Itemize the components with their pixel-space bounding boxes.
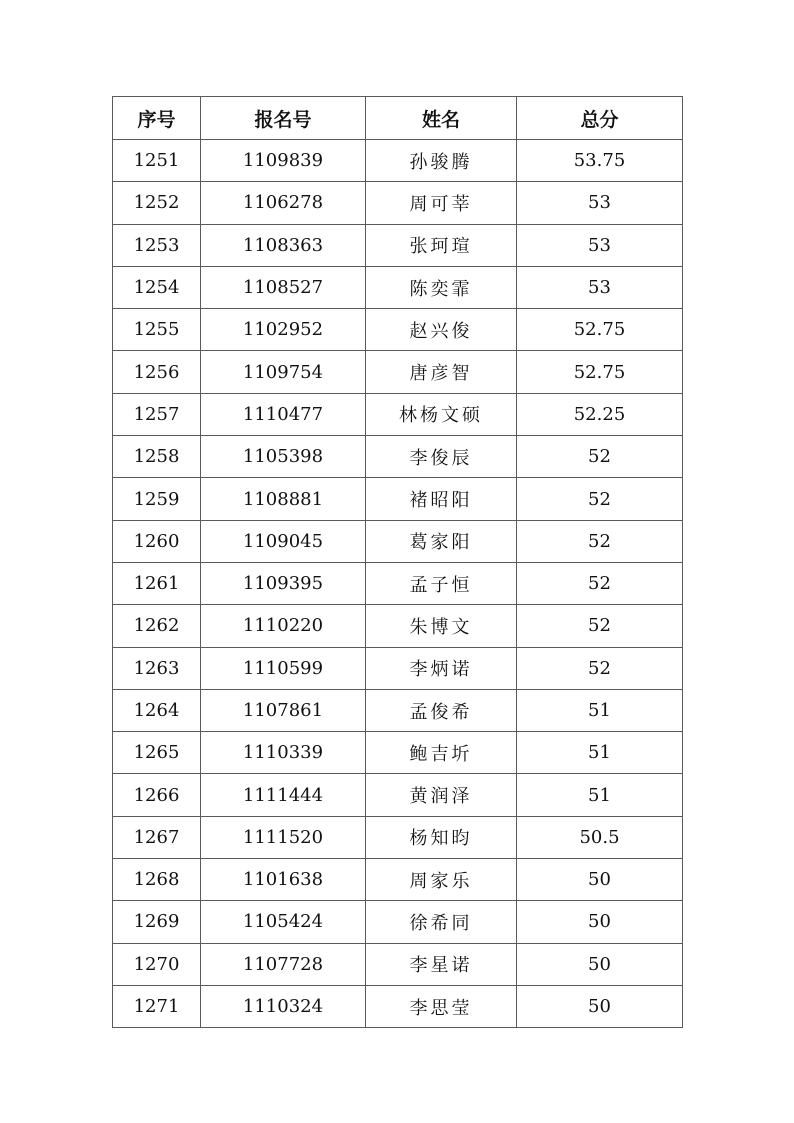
seq-cell: 1251 [113, 140, 201, 182]
score-cell: 52 [517, 520, 683, 562]
score-cell: 53.75 [517, 140, 683, 182]
table-row [113, 732, 683, 774]
reg-no-cell: 1110339 [201, 732, 366, 774]
score-table [112, 96, 683, 1028]
reg-no-cell: 1101638 [201, 859, 366, 901]
table-row [113, 901, 683, 943]
table-row [113, 140, 683, 182]
header-score: 总分 [517, 97, 683, 140]
table-row [113, 393, 683, 435]
seq-cell: 1257 [113, 393, 201, 435]
name-cell: 徐希同 [366, 901, 517, 943]
table-row [113, 689, 683, 731]
name-cell: 鲍吉圻 [366, 732, 517, 774]
name-cell: 唐彦智 [366, 351, 517, 393]
score-cell: 51 [517, 689, 683, 731]
name-cell: 周可莘 [366, 182, 517, 224]
seq-cell: 1262 [113, 605, 201, 647]
reg-no-cell: 1102952 [201, 309, 366, 351]
reg-no-cell: 1109839 [201, 140, 366, 182]
seq-cell: 1258 [113, 436, 201, 478]
table-row [113, 985, 683, 1027]
table-row [113, 647, 683, 689]
reg-no-cell: 1109754 [201, 351, 366, 393]
name-cell: 李思莹 [366, 985, 517, 1027]
reg-no-cell: 1107861 [201, 689, 366, 731]
score-cell: 52.75 [517, 309, 683, 351]
name-cell: 葛家阳 [366, 520, 517, 562]
reg-no-cell: 1107728 [201, 943, 366, 985]
seq-cell: 1261 [113, 562, 201, 604]
table-row [113, 774, 683, 816]
score-cell: 50 [517, 859, 683, 901]
seq-cell: 1269 [113, 901, 201, 943]
name-cell: 赵兴俊 [366, 309, 517, 351]
reg-no-cell: 1108527 [201, 266, 366, 308]
reg-no-cell: 1108363 [201, 224, 366, 266]
name-cell: 陈奕霏 [366, 266, 517, 308]
reg-no-cell: 1109045 [201, 520, 366, 562]
seq-cell: 1253 [113, 224, 201, 266]
score-cell: 52.75 [517, 351, 683, 393]
score-cell: 52 [517, 605, 683, 647]
reg-no-cell: 1110477 [201, 393, 366, 435]
seq-cell: 1259 [113, 478, 201, 520]
table-row [113, 859, 683, 901]
name-cell: 黄润泽 [366, 774, 517, 816]
reg-no-cell: 1111520 [201, 816, 366, 858]
name-cell: 林杨文硕 [366, 393, 517, 435]
name-cell: 杨知昀 [366, 816, 517, 858]
name-cell: 李俊辰 [366, 436, 517, 478]
name-cell: 朱博文 [366, 605, 517, 647]
seq-cell: 1264 [113, 689, 201, 731]
seq-cell: 1263 [113, 647, 201, 689]
score-cell: 50.5 [517, 816, 683, 858]
header-name: 姓名 [366, 97, 517, 140]
score-cell: 50 [517, 985, 683, 1027]
reg-no-cell: 1110599 [201, 647, 366, 689]
seq-cell: 1267 [113, 816, 201, 858]
header-seq: 序号 [113, 97, 201, 140]
reg-no-cell: 1110220 [201, 605, 366, 647]
score-cell: 51 [517, 774, 683, 816]
reg-no-cell: 1110324 [201, 985, 366, 1027]
table-row [113, 224, 683, 266]
score-cell: 52 [517, 478, 683, 520]
score-cell: 53 [517, 266, 683, 308]
table-header-row [113, 97, 683, 140]
table-row [113, 351, 683, 393]
name-cell: 李炳诺 [366, 647, 517, 689]
reg-no-cell: 1105398 [201, 436, 366, 478]
score-cell: 52.25 [517, 393, 683, 435]
table-row [113, 478, 683, 520]
name-cell: 孟子恒 [366, 562, 517, 604]
seq-cell: 1265 [113, 732, 201, 774]
name-cell: 张珂瑄 [366, 224, 517, 266]
header-reg-no: 报名号 [201, 97, 366, 140]
score-cell: 53 [517, 224, 683, 266]
score-cell: 51 [517, 732, 683, 774]
table-row [113, 520, 683, 562]
reg-no-cell: 1108881 [201, 478, 366, 520]
table-row [113, 605, 683, 647]
seq-cell: 1270 [113, 943, 201, 985]
score-cell: 50 [517, 943, 683, 985]
table-row [113, 562, 683, 604]
score-cell: 50 [517, 901, 683, 943]
seq-cell: 1266 [113, 774, 201, 816]
score-cell: 53 [517, 182, 683, 224]
name-cell: 孟俊希 [366, 689, 517, 731]
reg-no-cell: 1109395 [201, 562, 366, 604]
seq-cell: 1254 [113, 266, 201, 308]
seq-cell: 1255 [113, 309, 201, 351]
table-body [113, 140, 683, 1028]
reg-no-cell: 1105424 [201, 901, 366, 943]
reg-no-cell: 1111444 [201, 774, 366, 816]
table-row [113, 266, 683, 308]
reg-no-cell: 1106278 [201, 182, 366, 224]
seq-cell: 1260 [113, 520, 201, 562]
table-row [113, 309, 683, 351]
table-row [113, 182, 683, 224]
name-cell: 孙骏腾 [366, 140, 517, 182]
score-cell: 52 [517, 562, 683, 604]
score-cell: 52 [517, 647, 683, 689]
name-cell: 褚昭阳 [366, 478, 517, 520]
score-cell: 52 [517, 436, 683, 478]
name-cell: 周家乐 [366, 859, 517, 901]
name-cell: 李星诺 [366, 943, 517, 985]
seq-cell: 1252 [113, 182, 201, 224]
table-row [113, 816, 683, 858]
seq-cell: 1271 [113, 985, 201, 1027]
table-row [113, 436, 683, 478]
table-row [113, 943, 683, 985]
seq-cell: 1256 [113, 351, 201, 393]
seq-cell: 1268 [113, 859, 201, 901]
